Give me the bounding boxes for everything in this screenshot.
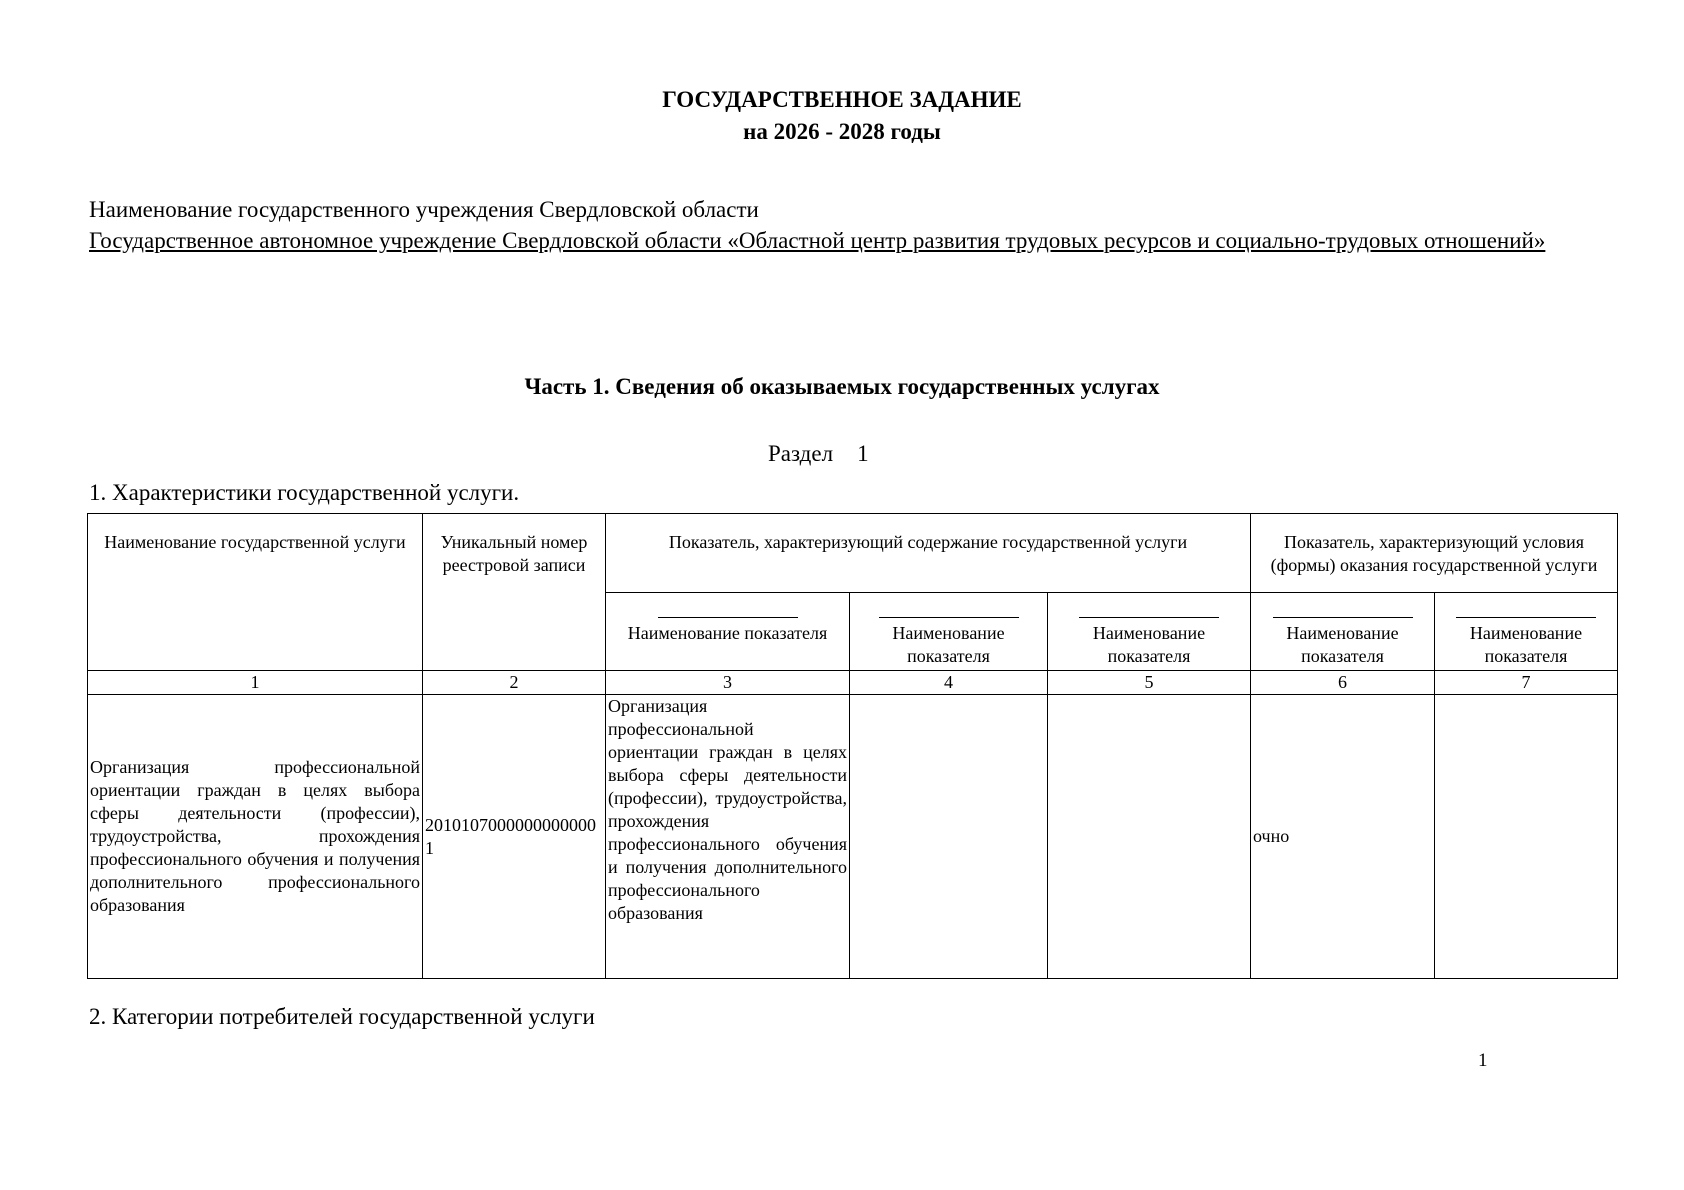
cell-content-indicator-1: Организация профессиональной ориентации граждан в целях выбора сферы деятельности (профессии), трудоустройства, прохождения профессионального обучения и получения дополнительного профессионального образования xyxy=(606,695,850,979)
subheader-indicator-6 xyxy=(1251,593,1435,671)
heading-service-characteristics: 1. Характеристики государственной услуги. xyxy=(89,480,520,505)
table-header-row xyxy=(88,514,1618,593)
document-title-line2: на 2026 - 2028 годы xyxy=(743,119,941,144)
subheader-indicator-7 xyxy=(1435,593,1618,671)
column-number-row xyxy=(88,671,1618,695)
header-content-indicator: Показатель, характеризующий содержание государственной услуги xyxy=(606,514,1251,593)
column-number: 1 xyxy=(88,671,423,695)
service-table xyxy=(87,513,1618,979)
document-title xyxy=(0,84,1684,148)
cell-content-indicator-3 xyxy=(1048,695,1251,979)
subheader-indicator-3 xyxy=(606,593,850,671)
column-number: 3 xyxy=(606,671,850,695)
page-number: 1 xyxy=(1478,1050,1488,1071)
cell-registry-number: 20101070000000000001 xyxy=(423,695,606,979)
column-number: 2 xyxy=(423,671,606,695)
section-number: 1 xyxy=(857,441,869,466)
org-label: Наименование государственного учреждения Свердловской области xyxy=(89,197,759,222)
cell-condition-1: очно xyxy=(1251,695,1435,979)
cell-content-indicator-2 xyxy=(850,695,1048,979)
header-conditions-indicator: Показатель, характеризующий условия (формы) оказания государственной услуги xyxy=(1251,514,1618,593)
subheader-indicator-5 xyxy=(1048,593,1251,671)
blank-line xyxy=(1273,617,1413,618)
table-row xyxy=(88,695,1618,979)
indicator-name-label: Наименование показателя xyxy=(1469,623,1583,666)
blank-line xyxy=(1456,617,1596,618)
section-line xyxy=(768,439,869,469)
cell-condition-2 xyxy=(1435,695,1618,979)
section-label: Раздел xyxy=(768,441,834,466)
header-service-name: Наименование государственной услуги xyxy=(88,514,423,671)
indicator-name-label: Наименование показателя xyxy=(892,623,1005,666)
document-title-line1: ГОСУДАРСТВЕННОЕ ЗАДАНИЕ xyxy=(662,87,1022,112)
org-name: Государственное автономное учреждение Свердловской области «Областной центр развития трудовых ресурсов и социально-трудовых отношений» xyxy=(89,228,1546,253)
indicator-name-label: Наименование показателя xyxy=(1286,623,1399,666)
cell-service-name: Организация профессиональной ориентации граждан в целях выбора сферы деятельности (профессии), трудоустройства, прохождения профессионального обучения и получения дополнительного профессионального образования xyxy=(88,695,423,979)
indicator-name-label: Наименование показателя xyxy=(1092,623,1206,666)
blank-line xyxy=(1079,617,1219,618)
heading-consumer-categories: 2. Категории потребителей государственной услуги xyxy=(89,1004,595,1029)
column-number: 6 xyxy=(1251,671,1435,695)
subheader-indicator-4 xyxy=(850,593,1048,671)
column-number: 4 xyxy=(850,671,1048,695)
indicator-name-label: Наименование показателя xyxy=(627,623,828,643)
column-number: 7 xyxy=(1435,671,1618,695)
blank-line xyxy=(658,617,798,618)
column-number: 5 xyxy=(1048,671,1251,695)
blank-line xyxy=(879,617,1019,618)
part-title: Часть 1. Сведения об оказываемых государственных услугах xyxy=(524,374,1160,399)
header-registry-number: Уникальный номер реестровой записи xyxy=(423,514,606,671)
